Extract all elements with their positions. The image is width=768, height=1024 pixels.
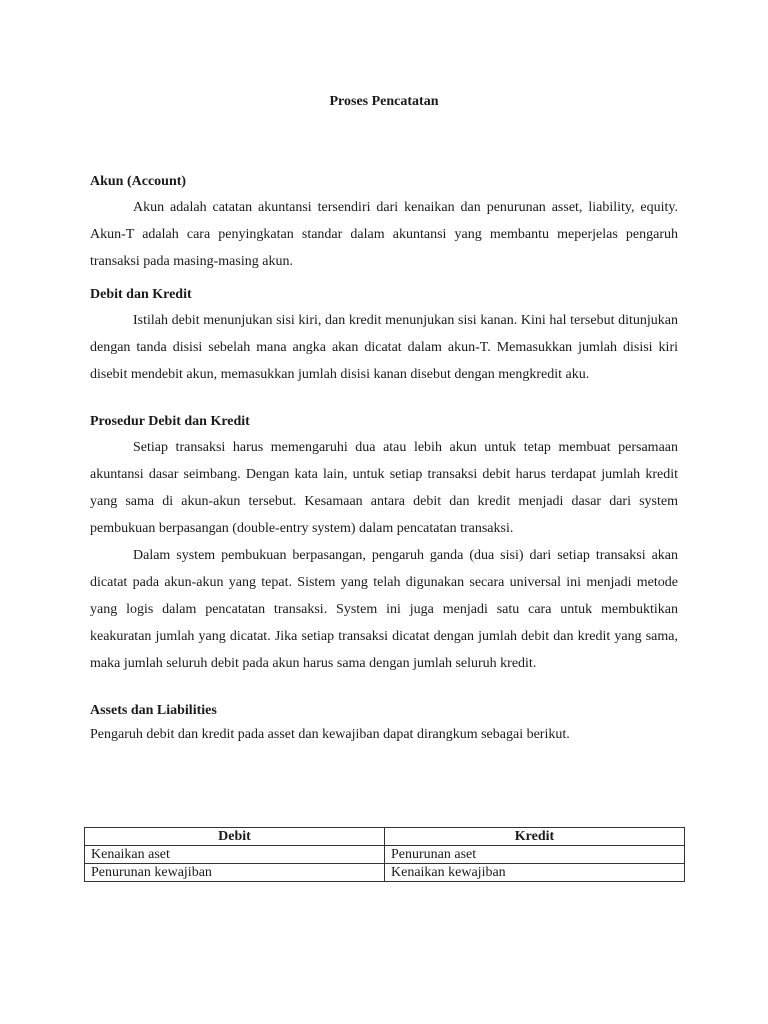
table-cell: Penurunan aset: [385, 846, 685, 864]
paragraph-debit-kredit: Istilah debit menunjukan sisi kiri, dan kredit menunjukan sisi kanan. Kini hal tersebut ditunjukan dengan tanda disisi sebelah mana angka akan dicatat dalam akun-T. Memasukkan jumlah disisi kiri disebit mendebit akun, memasukkan jumlah disisi kanan disebut dengan mengkredit aku.: [90, 313, 678, 382]
table-header-kredit: Kredit: [385, 828, 685, 846]
debit-kredit-table: [84, 827, 685, 882]
section-heading-akun: Akun (Account): [90, 174, 187, 189]
table-header-debit: Debit: [85, 828, 385, 846]
page-title: Proses Pencatatan: [329, 94, 439, 109]
table-cell: Kenaikan kewajiban: [385, 864, 685, 882]
table-row: [85, 846, 685, 864]
section-heading-prosedur: Prosedur Debit dan Kredit: [90, 414, 250, 429]
table-row: [85, 864, 685, 882]
section-heading-debit-kredit: Debit dan Kredit: [90, 287, 192, 302]
paragraph-prosedur-2: Dalam system pembukuan berpasangan, pengaruh ganda (dua sisi) dari setiap transaksi akan dicatat pada akun-akun yang tepat. Sistem yang telah digunakan secara universal ini menjadi metode yang logis dalam pencatatan transaksi. System ini juga menjadi satu cara untuk membuktikan keakuratan jumlah yang dicatat. Jika setiap transaksi dicatat dengan jumlah debit dan kredit yang sama, maka jumlah seluruh debit pada akun harus sama dengan jumlah seluruh kredit.: [90, 548, 678, 671]
section-heading-assets: Assets dan Liabilities: [90, 703, 217, 718]
table-header-row: [85, 828, 685, 846]
table-cell: Penurunan kewajiban: [85, 864, 385, 882]
paragraph-prosedur-1: Setiap transaksi harus memengaruhi dua atau lebih akun untuk tetap membuat persamaan akuntansi dasar seimbang. Dengan kata lain, untuk setiap transaksi debit harus terdapat jumlah kredit yang sama di akun-akun tersebut. Kesamaan antara debit dan kredit menjadi dasar dari system pembukuan berpasangan (double-entry system) dalam pencatatan transaksi.: [90, 440, 678, 536]
document-body: [90, 172, 678, 753]
paragraph-akun: Akun adalah catatan akuntansi tersendiri dari kenaikan dan penurunan asset, liability, equity. Akun-T adalah cara penyingkatan standar dalam akuntansi yang membantu meperjelas pengaruh transaksi pada masing-masing akun.: [90, 200, 678, 269]
paragraph-assets-intro: Pengaruh debit dan kredit pada asset dan kewajiban dapat dirangkum sebagai berikut.: [90, 727, 570, 742]
table-cell: Kenaikan aset: [85, 846, 385, 864]
